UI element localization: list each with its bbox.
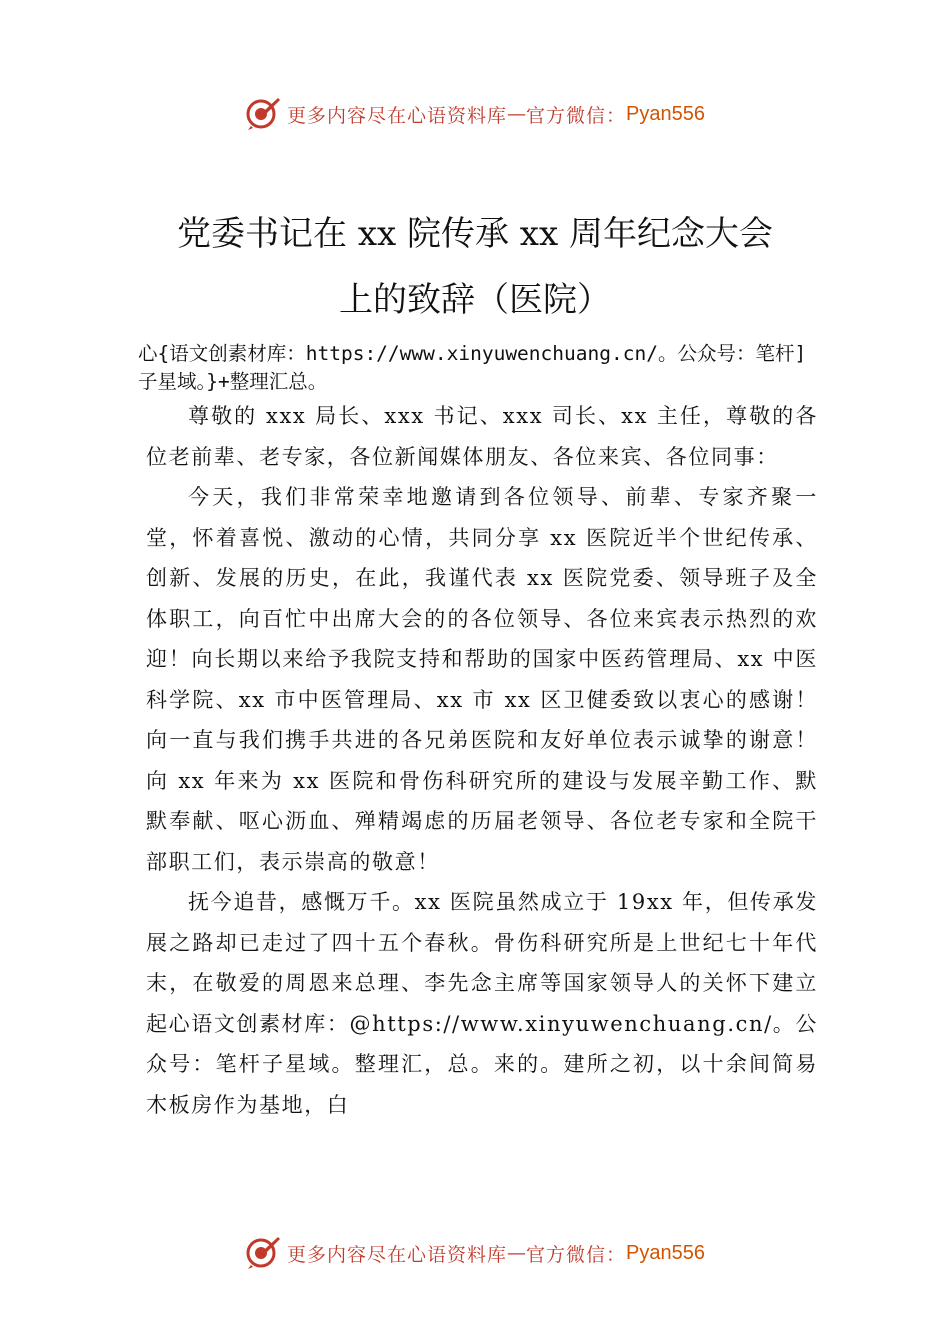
banner-separator: — xyxy=(507,103,527,125)
banner-handle: Pyan556 xyxy=(626,102,705,125)
footer-banner xyxy=(0,1233,950,1273)
banner-separator: — xyxy=(507,1242,527,1264)
document-title-line1: 党委书记在 xx 院传承 xx 周年纪念大会 xyxy=(177,214,773,254)
paragraph-welcome: 今天，我们非常荣幸地邀请到各位领导、前辈、专家齐聚一堂，怀着喜悦、激动的心情，共同分享 xx 医院近半个世纪传承、创新、发展的历史，在此，我谨代表 xx 医院党委、领导班子及全体职工，向百忙中出席大会的的各位领导、各位来宾表示热烈的欢迎！向长期以来给予我院支持和帮助的国家中医药管理局、xx 中医科学院、xx 市中医管理局、xx 市 xx 区卫健委致以衷心的感谢！向一直与我们携手共进的各兄弟医院和友好单位表示诚挚的谢意！向 xx 年来为 xx 医院和骨伤科研究所的建设与发展辛勤工作、默默奉献、呕心沥血、殚精竭虑的历届老领导、各位老专家和全院干部职工们，表示崇高的敬意！ xyxy=(146,485,818,874)
banner-text: 更多内容尽在心语资料库 xyxy=(287,104,508,127)
paragraph-salutation: 尊敬的 xxx 局长、xxx 书记、xxx 司长、xx 主任，尊敬的各位老前辈、老专家，各位新闻媒体朋友、各位来宾、各位同事： xyxy=(146,404,818,469)
pen-logo-icon xyxy=(245,96,281,132)
header-banner xyxy=(0,94,950,134)
banner-label: 官方微信： xyxy=(526,1243,627,1266)
paragraph-history: 抚今追昔，感慨万千。xx 医院虽然成立于 19xx 年，但传承发展之路却已走过了四十五个春秋。骨伤科研究所是上世纪七十年代末，在敬爱的周恩来总理、李先念主席等国家领导人的关怀下建立起心语文创素材库：@https://www.xinyuwenchuang.cn/。公众号：笔杆子星域。整理汇，总。来的。建所之初，以十余间简易木板房作为基地，白 xyxy=(146,890,818,1117)
banner-text: 更多内容尽在心语资料库 xyxy=(287,1243,508,1266)
source-note: 心{语文创素材库：https://www.xinyuwenchuang.cn/。公众号：笔杆]子星域。}+整理汇总。 xyxy=(138,342,807,393)
banner-label: 官方微信： xyxy=(526,104,627,127)
document-title-line2: 上的致辞（医院） xyxy=(339,280,611,320)
banner-handle: Pyan556 xyxy=(626,1241,705,1264)
pen-logo-icon xyxy=(245,1235,281,1271)
document-body xyxy=(138,340,818,1125)
